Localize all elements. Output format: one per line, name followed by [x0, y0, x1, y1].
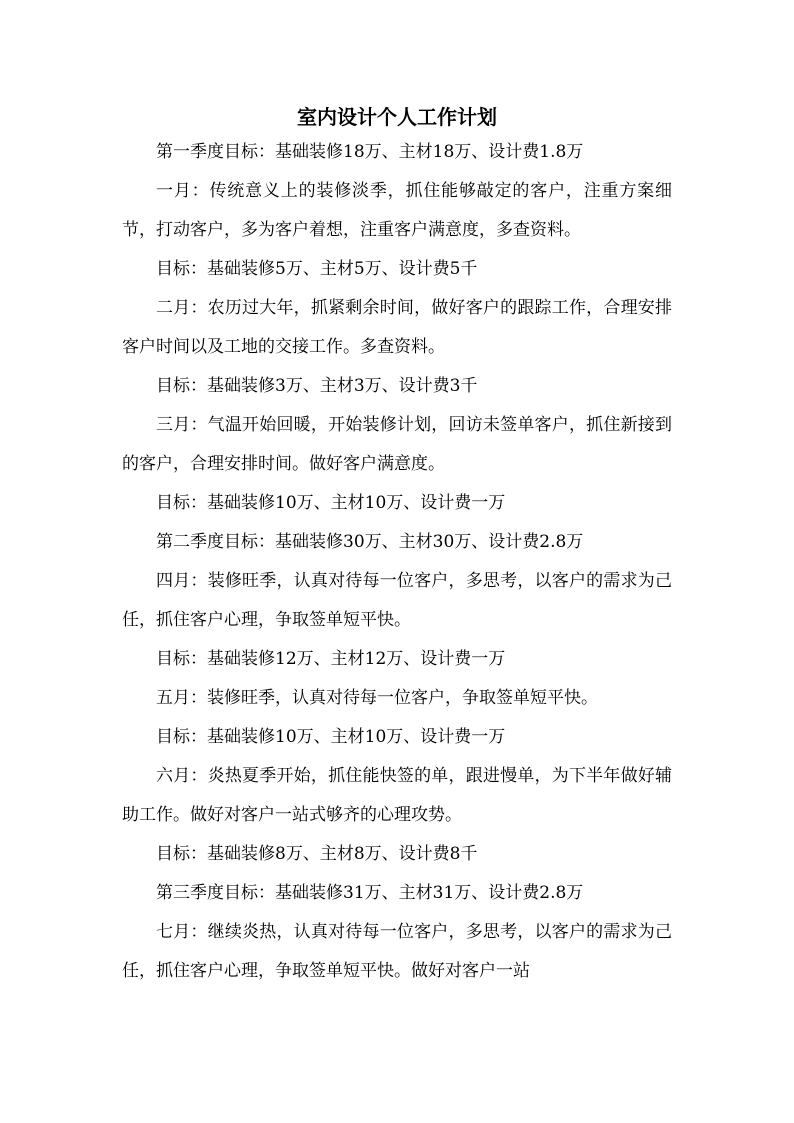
document-title: 室内设计个人工作计划 [297, 105, 497, 129]
april-plan: 四月：装修旺季，认真对待每一位客户，多思考，以客户的需求为己任，抓住客户心理，争取签单短平快。 [122, 571, 672, 630]
document-body [122, 133, 672, 991]
quarter-1-goal: 第一季度目标：基础装修18万、主材18万、设计费1.8万 [156, 142, 584, 162]
june-target: 目标：基础装修8万、主材8万、设计费8千 [156, 844, 478, 864]
quarter-3-goal: 第三季度目标：基础装修31万、主材31万、设计费2.8万 [156, 883, 584, 903]
july-plan: 七月：继续炎热，认真对待每一位客户，多思考，以客户的需求为己任，抓住客户心理，争取签单短平快。做好对客户一站 [122, 922, 672, 981]
may-target: 目标：基础装修10万、主材10万、设计费一万 [156, 727, 506, 747]
march-target: 目标：基础装修10万、主材10万、设计费一万 [156, 493, 506, 513]
february-plan: 二月：农历过大年，抓紧剩余时间，做好客户的跟踪工作，合理安排客户时间以及工地的交接工作。多查资料。 [122, 298, 672, 357]
march-plan: 三月：气温开始回暖，开始装修计划，回访未签单客户，抓住新接到的客户，合理安排时间。做好客户满意度。 [122, 415, 672, 474]
april-target: 目标：基础装修12万、主材12万、设计费一万 [156, 649, 506, 669]
quarter-2-goal: 第二季度目标：基础装修30万、主材30万、设计费2.8万 [156, 532, 584, 552]
february-target: 目标：基础装修3万、主材3万、设计费3千 [156, 376, 478, 396]
june-plan: 六月：炎热夏季开始，抓住能快签的单，跟进慢单，为下半年做好辅助工作。做好对客户一站式够齐的心理攻势。 [122, 766, 672, 825]
january-target: 目标：基础装修5万、主材5万、设计费5千 [156, 259, 478, 279]
january-plan: 一月：传统意义上的装修淡季，抓住能够敲定的客户，注重方案细节，打动客户，多为客户着想，注重客户满意度，多查资料。 [122, 181, 672, 240]
may-plan: 五月：装修旺季，认真对待每一位客户，争取签单短平快。 [156, 688, 598, 708]
